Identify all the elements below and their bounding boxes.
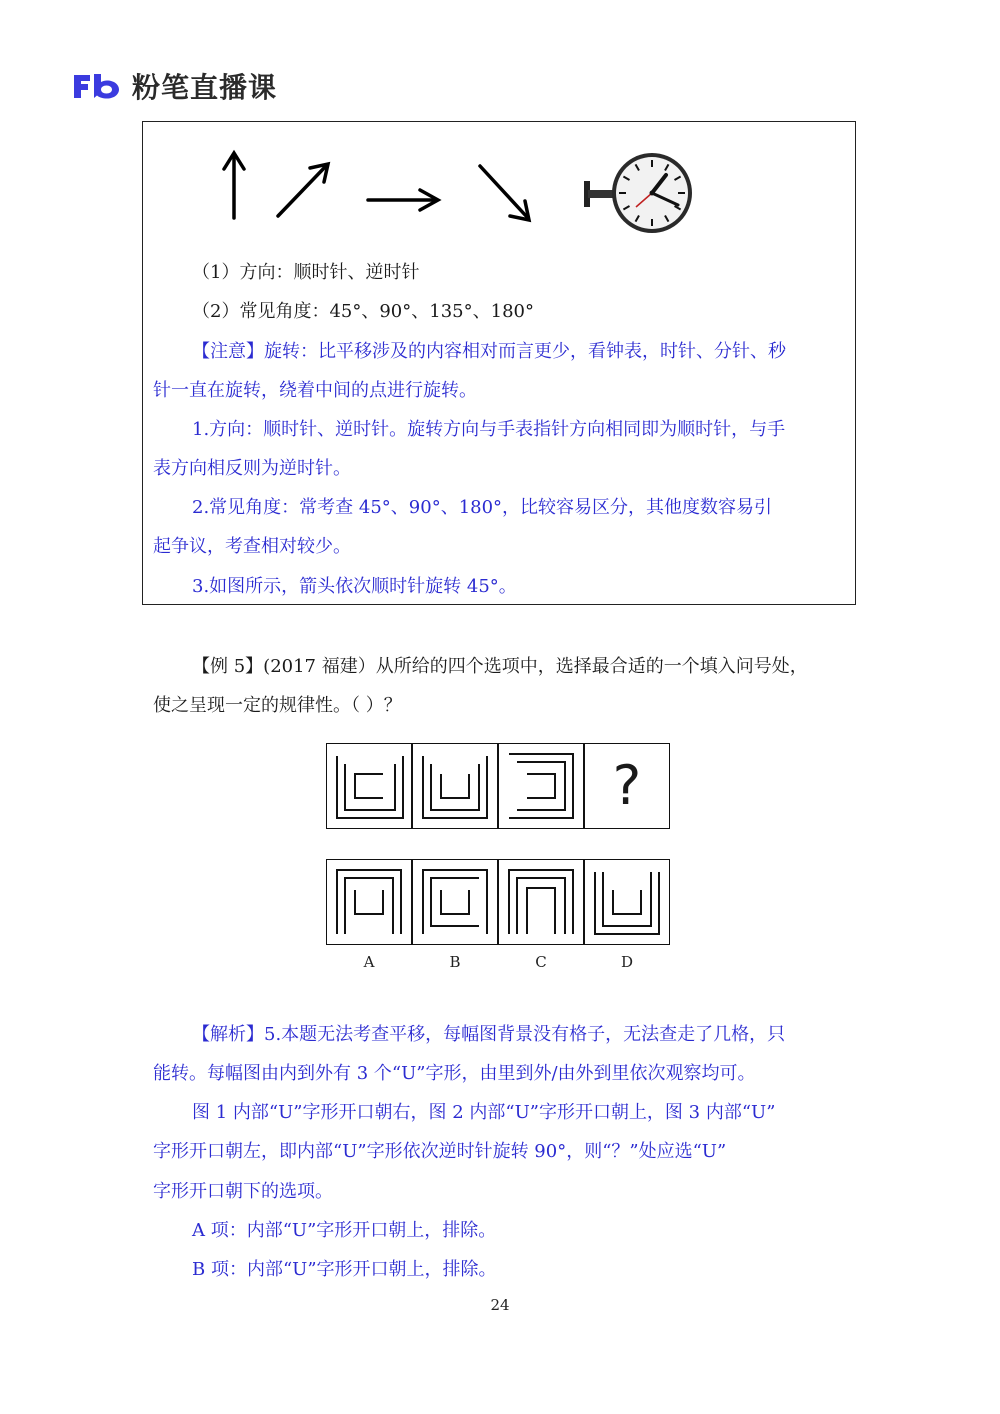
nested-u-left-figure [499,744,583,828]
analysis-line-2: 能转。每幅图由内到外有 3 个“U”字形，由里到外/由外到里依次观察均可。 [153,1063,756,1084]
analysis-line-option-b: B 项：内部“U”字形开口朝上，排除。 [192,1259,497,1280]
figure-cell-2 [412,743,498,829]
figure-cell-1 [326,743,412,829]
arrow-right-icon [368,190,438,210]
box-line-point-2: 2.常见角度：常考查 45°、90°、180°，比较容易区分，其他度数容易引 [192,497,773,518]
box-line-point-1-cont: 表方向相反则为逆时针。 [153,458,351,479]
option-a-figure [327,860,411,944]
box-line-point-2-cont: 起争议，考查相对较少。 [153,536,351,557]
nested-u-right-figure [327,744,411,828]
example-question: 【例 5】(2017 福建）从所给的四个选项中，选择最合适的一个填入问号处， [192,656,808,677]
option-b-figure [413,860,497,944]
rotation-icons-row [218,143,698,238]
nested-u-up-figure [413,744,497,828]
example-question-cont: 使之呈现一定的规律性。（ ）？ [153,695,402,716]
fb-logo-icon [70,71,122,101]
arrow-down-right-icon [480,166,529,220]
box-line-note: 【注意】旋转：比平移涉及的内容相对而言更少，看钟表，时针、分针、秒 [192,341,786,362]
box-line-point-1: 1.方向：顺时针、逆时针。旋转方向与手表指针方向相同即为顺时针，与手 [192,419,786,440]
analysis-line-1: 【解析】5.本题无法考查平移，每幅图背景没有格子，无法查走了几格，只 [192,1024,786,1045]
option-label-c: C [535,953,547,971]
option-c-cell[interactable] [498,859,584,945]
box-line-point-3: 3.如图所示，箭头依次顺时针旋转 45°。 [192,576,517,597]
analysis-line-5: 字形开口朝下的选项。 [153,1181,333,1202]
question-mark-cell: ? [584,743,670,829]
option-c-figure [499,860,583,944]
brand-logo [70,66,277,106]
option-label-a: A [363,953,375,971]
option-d-cell[interactable] [584,859,670,945]
analysis-line-option-a: A 项：内部“U”字形开口朝上，排除。 [192,1220,497,1241]
page-number: 24 [490,1296,510,1314]
option-a-cell[interactable] [326,859,412,945]
arrow-up-icon [224,153,244,218]
box-line-note-cont: 针一直在旋转，绕着中间的点进行旋转。 [153,380,477,401]
option-b-cell[interactable] [412,859,498,945]
box-line-direction: （1）方向：顺时针、逆时针 [192,262,420,283]
option-d-figure [585,860,669,944]
option-label-d: D [620,953,634,971]
box-line-angles: （2）常见角度：45°、90°、135°、180° [192,301,534,322]
analysis-line-4: 字形开口朝左，即内部“U”字形依次逆时针旋转 90°，则“？”处应选“U” [153,1141,727,1162]
clock-icon [584,153,692,233]
arrow-up-right-icon [278,164,328,216]
brand-name: 粉笔直播课 [132,71,278,104]
analysis-line-3: 图 1 内部“U”字形开口朝右，图 2 内部“U”字形开口朝上，图 3 内部“U” [192,1102,776,1123]
figure-cell-3 [498,743,584,829]
option-label-b: B [449,953,461,971]
